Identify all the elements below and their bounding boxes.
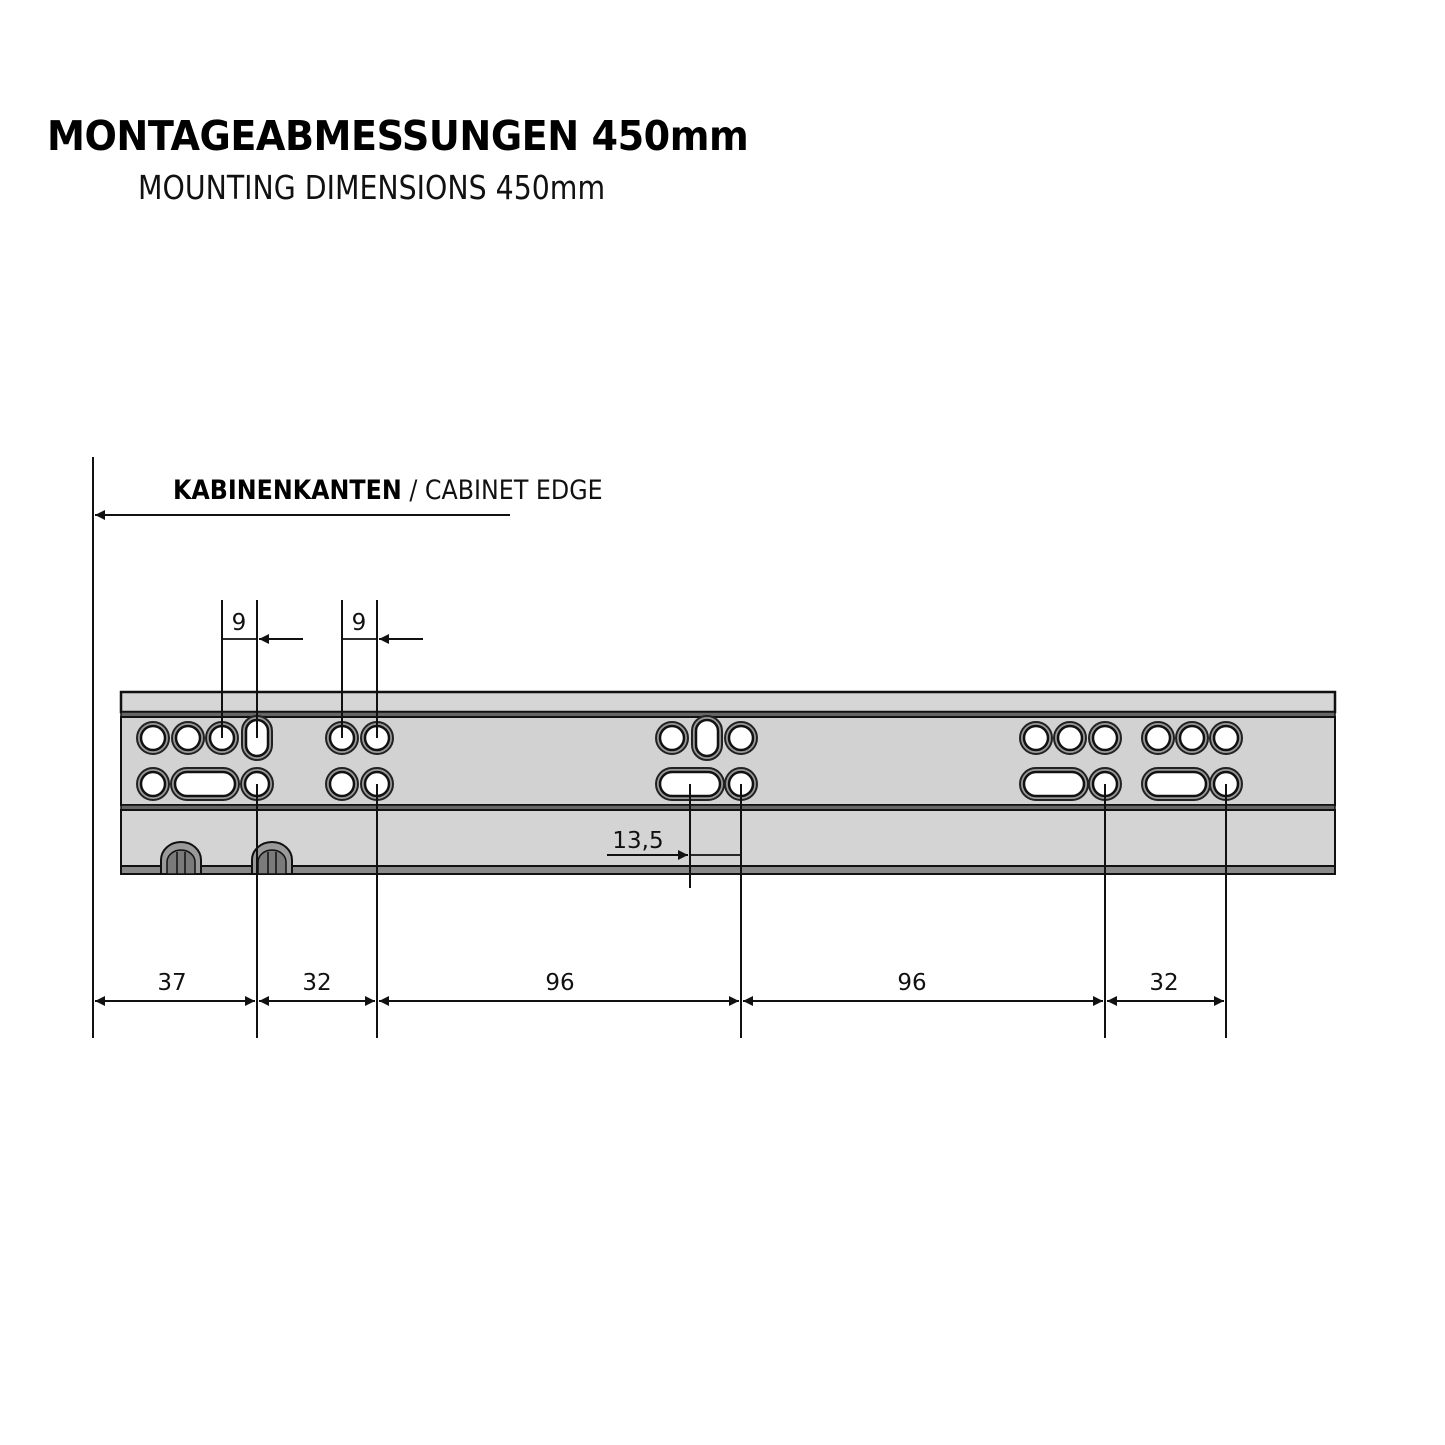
cabinet-edge-separator: / — [401, 475, 425, 506]
dim-label-96-right: 96 — [897, 970, 927, 996]
dim-label-top-9-right: 9 — [351, 610, 367, 636]
dim-label-top-9-left: 9 — [231, 610, 247, 636]
cabinet-edge-label-de: KABINENKANTEN — [173, 475, 402, 506]
dim-label-32-right: 32 — [1149, 970, 1179, 996]
title-primary: MONTAGEABMESSUNGEN 450mm — [47, 112, 749, 160]
cabinet-edge-label-en: CABINET EDGE — [424, 475, 603, 506]
rail-clip — [161, 842, 201, 874]
dim-label-96-left: 96 — [545, 970, 575, 996]
dim-label-32-left: 32 — [302, 970, 332, 996]
dim-label-13-5: 13,5 — [612, 828, 664, 854]
dim-label-37: 37 — [157, 970, 187, 996]
title-secondary: MOUNTING DIMENSIONS 450mm — [138, 168, 606, 207]
